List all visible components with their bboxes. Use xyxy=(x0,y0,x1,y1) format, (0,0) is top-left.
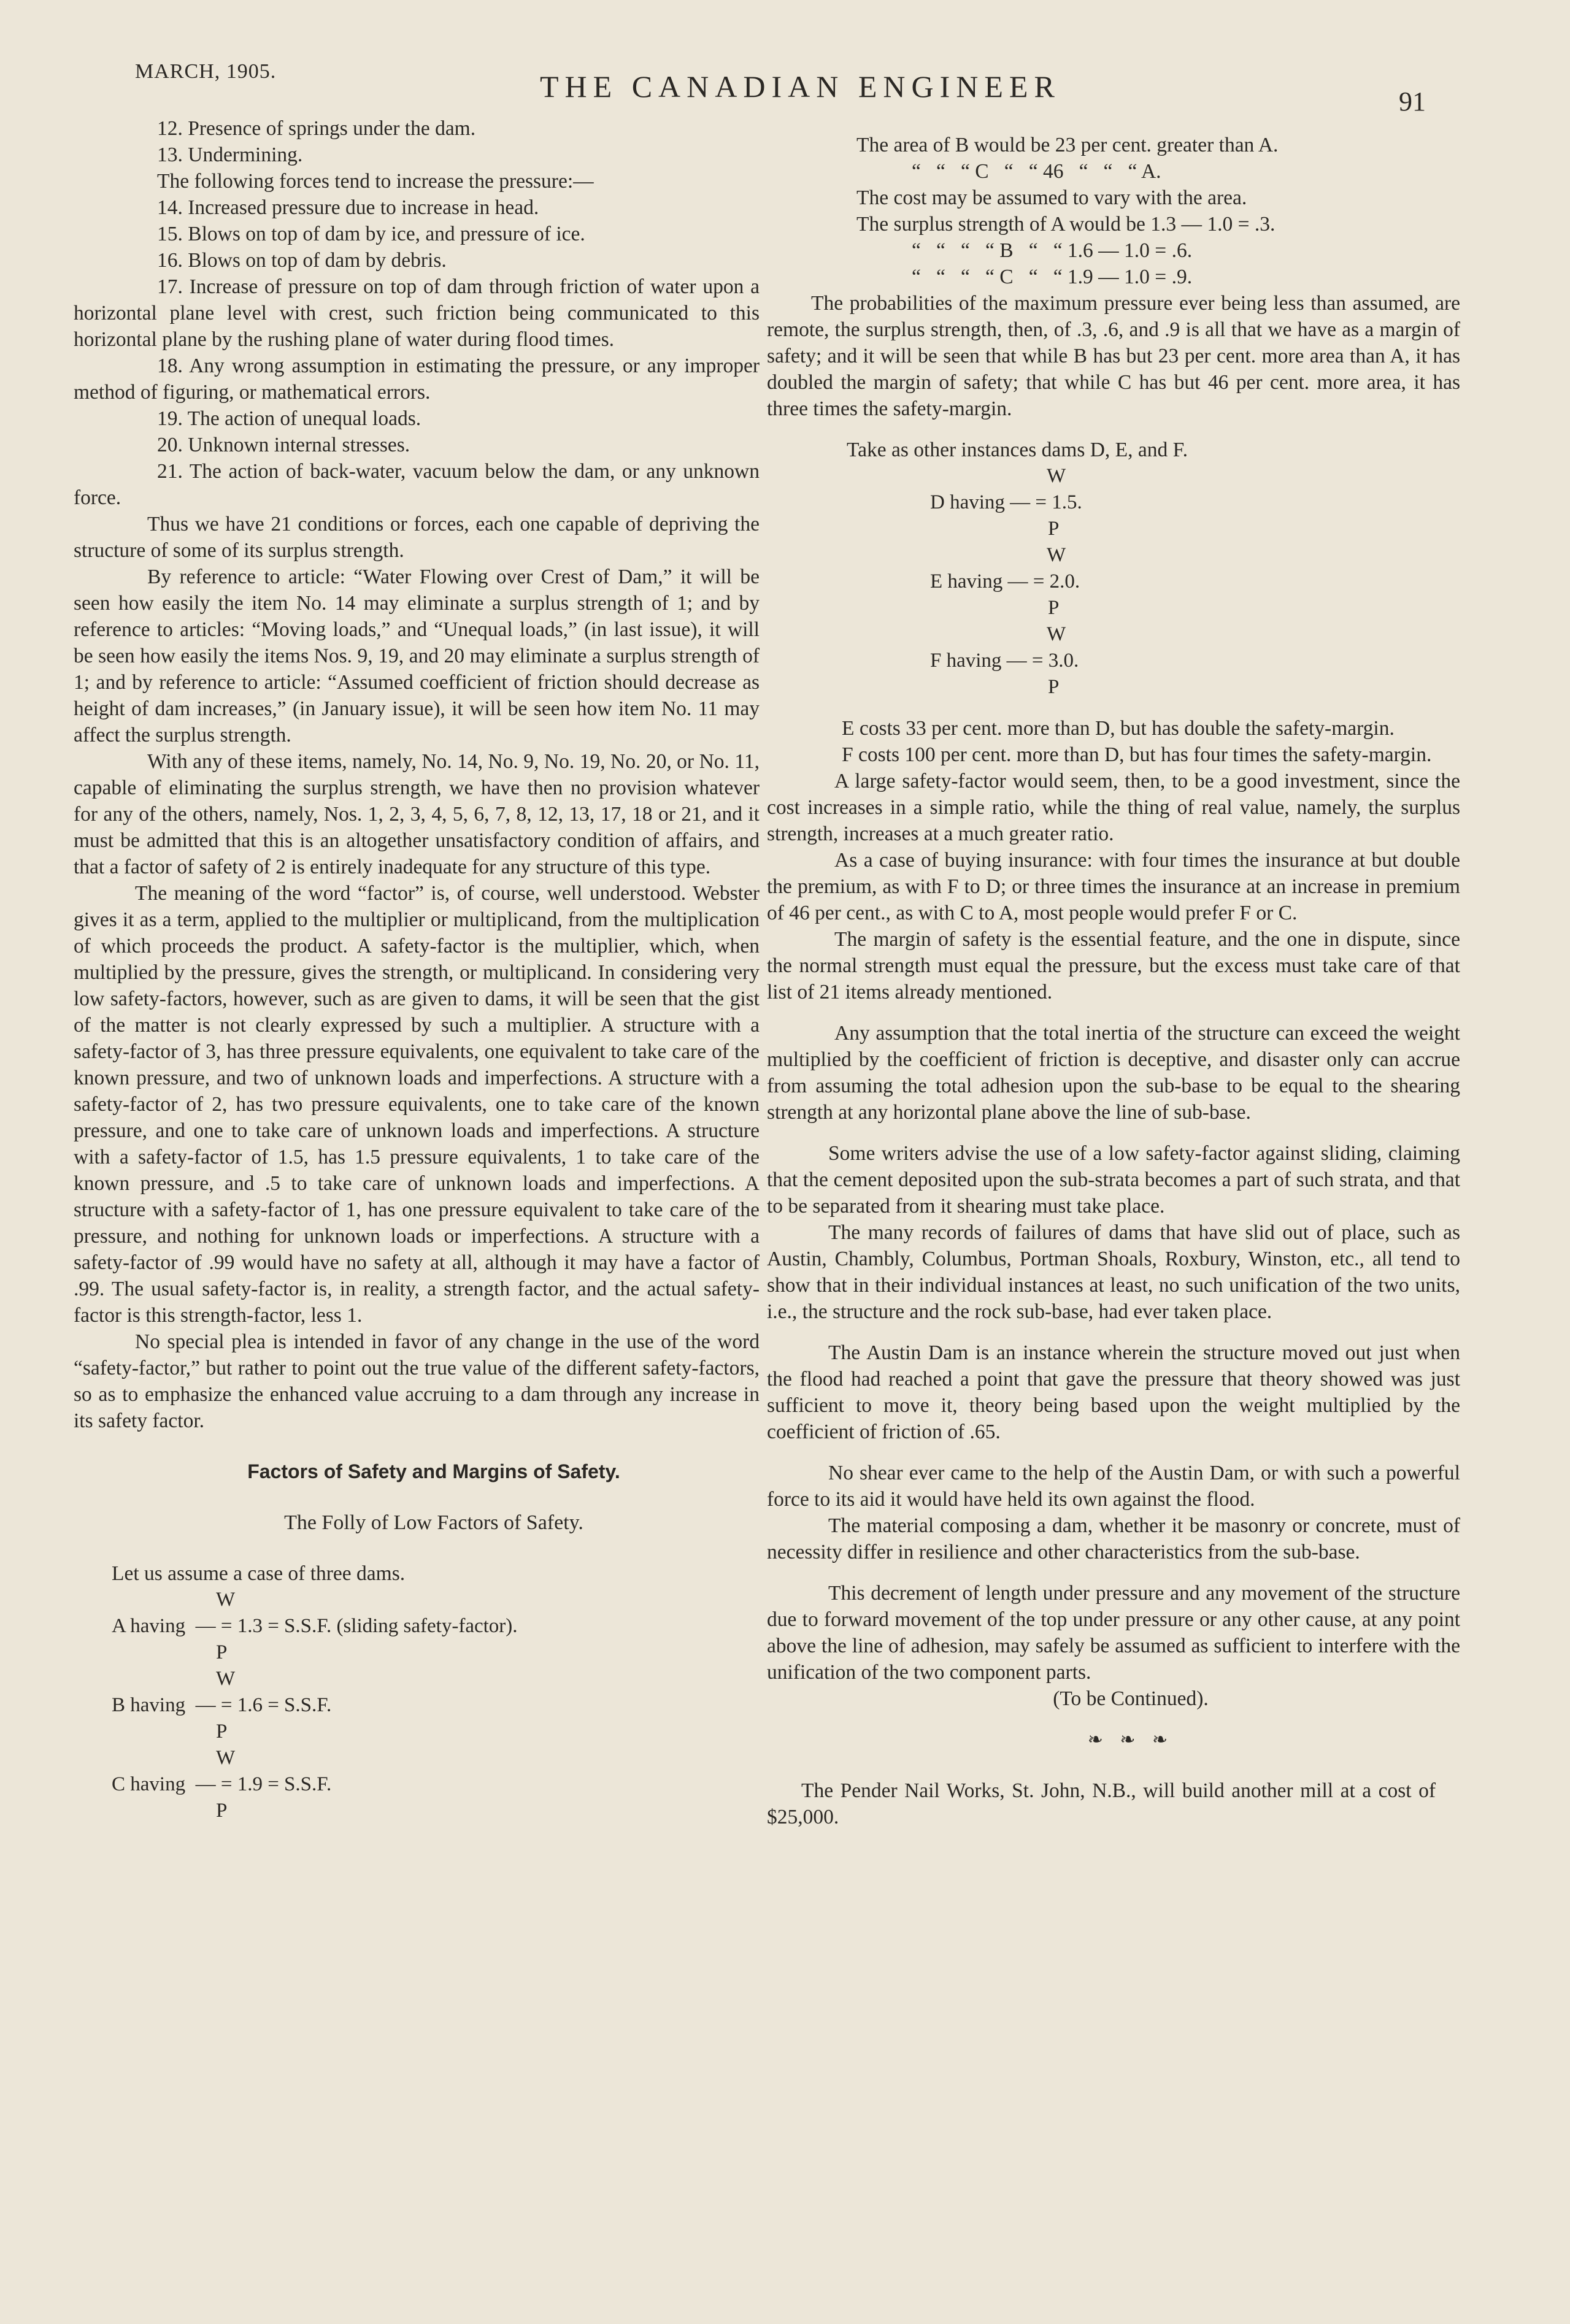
cost-line: The cost may be assumed to vary with the area. xyxy=(856,186,1247,209)
paragraph: The meaning of the word “factor” is, of course, well understood. Webster gives it as a term, applied to the multiplier or multiplicand, from the multiplication of which proceeds the product. A safety-factor is the multiplier, which, when multiplied by the pressure, gives the strength, or multiplicand. In considering very low safety-factors, however, such as are given to dams, it will be seen that the gist of the matter is not clearly expressed by such a multiplier. A structure with a safety-factor of 3, has three pressure equivalents, one equivalent to take care of the known pressure, and two of unknown loads and imperfections. A structure with a safety-factor of 2, has two pressure equivalents, one to take care of the known pressure, and one to take care of unknown loads and imperfections. A structure with a safety-factor of 1.5, has 1.5 pressure equivalents, 1 to take care of the known pressure, and .5 to take care of unknown loads and imperfections. A structure with a safety-factor of 1, has one pressure equivalent to take care of the pressure, and nothing for unknown loads or imperfections. A structure with a safety-factor of .99 would have no safety at all, although it may have a factor of .99. The usual safety-factor is, in reality, a strength factor, and the actual safety-factor is this strength-factor, less 1. xyxy=(74,882,760,1327)
surplus-line: The surplus strength of A would be 1.3 — 1.0 = .3. xyxy=(856,213,1276,236)
paragraph: E costs 33 per cent. more than D, but has double the safety-margin. xyxy=(842,717,1395,740)
fraction-denominator: P xyxy=(216,1800,228,1822)
fraction-numerator: W xyxy=(216,1589,236,1611)
paragraph: The margin of safety is the essential feature, and the one in dispute, since the normal strength must equal the pressure, but the excess must take care of that list of 21 items already mentioned. xyxy=(767,928,1460,1003)
right-column xyxy=(767,132,1460,1830)
section-subheading: The Folly of Low Factors of Safety. xyxy=(284,1511,583,1534)
issue-date: MARCH, 1905. xyxy=(135,60,277,83)
fraction-numerator: W xyxy=(1047,465,1066,487)
ornament: ❧ ❧ ❧ xyxy=(1087,1730,1174,1750)
paragraph: The Austin Dam is an instance wherein the structure moved out just when the flood had reached a point that gave the pressure that theory showed was just sufficient to move it, theory being based upon the weight multiplied by the coefficient of friction of .65. xyxy=(767,1341,1460,1443)
paragraph: With any of these items, namely, No. 14, No. 9, No. 19, No. 20, or No. 11, capable of eliminating the surplus strength, we have then no provision whatever for any of the others, namely, Nos. 1, 2, 3, 4, 5, 6, 7, 8, 12, 13, 17, 18 or 21, and it must be admitted that this is an altogether unsatisfactory condition of affairs, and that a factor of safety of 2 is entirely inadequate for any structure of this type. xyxy=(74,750,760,878)
paragraph: As a case of buying insurance: with four times the insurance at but double the premium, as with F to D; or three times the insurance at an increase in premium of 46 per cent., as with C to A, most people would prefer F or C. xyxy=(767,849,1460,924)
paragraph: This decrement of length under pressure and any movement of the structure due to forward movement of the top under pressure or any other cause, at any point above the line of adhesion, may safely be assumed as sufficient to interfere with the unification of the two component parts. xyxy=(767,1582,1460,1684)
list-item: 15. Blows on top of dam by ice, and pressure of ice. xyxy=(157,223,585,245)
fraction-numerator: W xyxy=(1047,623,1066,645)
paragraph: Some writers advise the use of a low safety-factor against sliding, claiming that the cement deposited upon the sub-strata becomes a part of such strata, and that to be separated from it shearing must take place. xyxy=(767,1142,1460,1218)
paragraph: The many records of failures of dams that have slid out of place, such as Austin, Chambly, Columbus, Portman Shoals, Roxbury, Winston, etc., all tend to show that in their individual instances at least, no such unification of the two units, i.e., the structure and the rock sub-base, had ever taken place. xyxy=(767,1221,1460,1323)
paragraph: The probabilities of the maximum pressure ever being less than assumed, are remote, the surplus strength, then, of .3, .6, and .9 is all that we have as a margin of safety; and it will be seen that while B has but 23 per cent. more area than A, it has doubled the margin of safety; that while C has but 46 per cent. more area, it has three times the safety-margin. xyxy=(767,292,1460,420)
paragraph: Thus we have 21 conditions or forces, each one capable of depriving the structure of some of its surplus strength. xyxy=(74,513,760,562)
fraction-dam-b xyxy=(74,1666,760,1745)
fraction-label: A having — = 1.3 = S.S.F. (sliding safety-factor). xyxy=(112,1615,518,1637)
other-instances: Take as other instances dams D, E, and F. xyxy=(847,439,1188,461)
fraction-dam-f xyxy=(767,621,1460,700)
to-be-continued: (To be Continued). xyxy=(1053,1687,1209,1710)
surplus-line: “ “ “ “ B “ “ 1.6 — 1.0 = .6. xyxy=(912,239,1193,262)
fraction-denominator: P xyxy=(216,1641,228,1663)
fraction-dam-c xyxy=(74,1745,760,1824)
fraction-denominator: P xyxy=(216,1720,228,1743)
fraction-label: F having — = 3.0. xyxy=(930,650,1079,672)
list-item: 21. The action of back-water, vacuum below the dam, or any unknown force. xyxy=(74,460,760,509)
journal-title: THE CANADIAN ENGINEER xyxy=(540,69,1061,104)
fraction-label: E having — = 2.0. xyxy=(930,570,1080,593)
fraction-label: C having — = 1.9 = S.S.F. xyxy=(112,1773,332,1795)
page-number: 91 xyxy=(1399,86,1426,117)
fraction-numerator: W xyxy=(1047,544,1066,566)
fraction-dam-d xyxy=(767,463,1460,542)
list-item: 19. The action of unequal loads. xyxy=(157,407,421,430)
list-item: 16. Blows on top of dam by debris. xyxy=(157,249,447,272)
news-item: The Pender Nail Works, St. John, N.B., will build another mill at a cost of $25,000. xyxy=(767,1779,1436,1828)
left-column xyxy=(74,115,760,1824)
paragraph: No special plea is intended in favor of any change in the use of the word “safety-factor,” but rather to point out the true value of the different safety-factors, so as to emphasize the enhanced value accruing to a dam through any increase in its safety factor. xyxy=(74,1330,760,1432)
fraction-denominator: P xyxy=(1048,676,1060,698)
list-item: 14. Increased pressure due to increase in head. xyxy=(157,196,539,219)
forces-intro: The following forces tend to increase the pressure:— xyxy=(157,170,594,193)
fraction-label: D having — = 1.5. xyxy=(930,491,1082,513)
area-line: The area of B would be 23 per cent. greater than A. xyxy=(856,134,1279,156)
fraction-numerator: W xyxy=(216,1668,236,1690)
paragraph: By reference to article: “Water Flowing over Crest of Dam,” it will be seen how easily the item No. 14 may eliminate a surplus strength of 1; and by reference to articles: “Moving loads,” and “Unequal loads,” (in last issue), it will be seen how easily the items Nos. 9, 19, and 20 may eliminate a surplus strength of 1; and by reference to article: “Assumed coefficient of friction should decrease as height of dam increases,” (in January issue), it will be seen how item No. 11 may affect the surplus strength. xyxy=(74,566,760,746)
paragraph: The material composing a dam, whether it be masonry or concrete, must of necessity differ in resilience and other characteristics from the sub-base. xyxy=(767,1514,1460,1563)
paragraph: Any assumption that the total inertia of the structure can exceed the weight multiplied by the coefficient of friction is deceptive, and disaster only can accrue from assuming the total adhesion upon the sub-base to be equal to the shearing strength at any horizontal plane above the line of sub-base. xyxy=(767,1022,1460,1124)
surplus-line: “ “ “ “ C “ “ 1.9 — 1.0 = .9. xyxy=(912,266,1193,288)
section-heading: Factors of Safety and Margins of Safety. xyxy=(247,1460,620,1482)
list-item: 18. Any wrong assumption in estimating the pressure, or any improper method of figuring, or mathematical errors. xyxy=(74,355,760,404)
list-item: 17. Increase of pressure on top of dam through friction of water upon a horizontal plane level with crest, such friction being communicated to this horizontal plane by the rushing plane of water during flood times. xyxy=(74,275,760,351)
paragraph: F costs 100 per cent. more than D, but has four times the safety-margin. xyxy=(842,743,1432,766)
area-line: “ “ “ C “ “ 46 “ “ “ A. xyxy=(912,160,1161,183)
paragraph: A large safety-factor would seem, then, to be a good investment, since the cost increases in a simple ratio, while the thing of real value, namely, the surplus strength, increases at a much greater ratio. xyxy=(767,770,1460,845)
list-item: 20. Unknown internal stresses. xyxy=(157,434,410,456)
fraction-denominator: P xyxy=(1048,597,1060,619)
fraction-numerator: W xyxy=(216,1747,236,1769)
list-item: 13. Undermining. xyxy=(157,144,303,166)
paragraph: No shear ever came to the help of the Austin Dam, or with such a powerful force to its aid it would have held its own against the flood. xyxy=(767,1462,1460,1511)
dams-intro: Let us assume a case of three dams. xyxy=(112,1562,406,1585)
fraction-denominator: P xyxy=(1048,518,1060,540)
fraction-dam-e xyxy=(767,542,1460,621)
list-item: 12. Presence of springs under the dam. xyxy=(157,117,476,140)
fraction-label: B having — = 1.6 = S.S.F. xyxy=(112,1694,332,1716)
fraction-dam-a xyxy=(74,1587,760,1666)
